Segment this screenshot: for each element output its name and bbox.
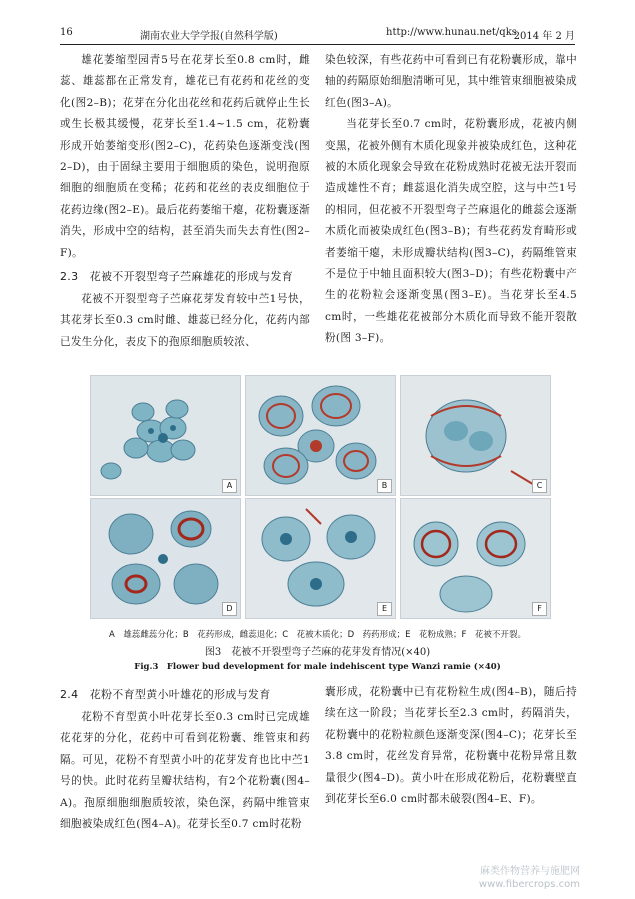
micrograph-image — [246, 376, 395, 495]
figure-caption-english: Fig.3 Flower bud development for male indehiscent type Wanzi ramie (×40) — [134, 662, 501, 672]
micrograph-image — [246, 499, 395, 618]
micrograph-panel-f — [400, 498, 551, 619]
micrograph-panel-a — [90, 375, 241, 496]
panel-label: A — [222, 479, 237, 493]
issue-date: 2014 年 2 月 — [513, 31, 575, 42]
micrograph-panel-e — [245, 498, 396, 619]
watermark-line: www.fibercrops.com — [478, 879, 580, 890]
panel-label: D — [222, 602, 237, 616]
panel-label: B — [377, 479, 392, 493]
page-header — [60, 27, 575, 41]
figure-3-micrographs — [90, 375, 550, 615]
section-heading-2-3: 2.3 花被不开裂型弯子苎麻雄花的形成与发育 — [60, 270, 294, 284]
paragraph: 染色较深，有些花药中可看到已有花粉囊形成，靠中轴的药隔原始细胞清晰可见，其中维管束细胞被染成红色(图3–A)。 — [325, 54, 577, 109]
figure-caption-chinese: 图3 花被不开裂型弯子苎麻的花芽发育情况(×40) — [204, 647, 431, 658]
right-column-bottom — [325, 682, 577, 810]
micrograph-image — [91, 499, 240, 618]
section-heading-2-4: 2.4 花粉不育型黄小叶雄花的形成与发育 — [60, 688, 271, 701]
watermark — [450, 865, 580, 891]
panel-label: E — [377, 602, 392, 616]
paragraph: 雄花萎缩型园青5号在花芽长至0.8 cm时，雌蕊、雄蕊都在正常发育，雄花已有花药和花丝的变化(图2–B)；花芽在分化出花丝和花药后就停止生长或生长极其缓慢，花芽长至1.4~1.5 cm，花粉囊形成开始萎缩变形(图2–C)，花药染色逐渐变浅(图2–D)，由于固绿主要用于细胞质的染色，说明孢原细胞的细胞质在变稀；花药和花丝的表皮细胞位于花药边缘(图2–E)。最后花药萎缩干瘪，花粉囊逐渐消失，形成中空的结构，甚至消失而失去育性(图2–F)。 — [60, 54, 310, 259]
panel-label: C — [532, 479, 547, 493]
page-number: 16 — [60, 27, 73, 38]
micrograph-image — [401, 499, 550, 618]
micrograph-image — [91, 376, 240, 495]
paragraph: 花粉不育型黄小叶花芽长至0.3 cm时已完成雄花花芽的分化，花药中可看到花粉囊、维管束和药隔。可见，花粉不育型黄小叶的花芽发育也比中苎1号的快。此时花药呈瓣状结构，有2个花粉囊(图4–A)。孢原细胞细胞质较浓，染色深，药隔中维管束细胞被染成红色(图4–A)。花芽长至0.7 cm时花粉 — [60, 711, 310, 831]
paragraph: 囊形成，花粉囊中已有花粉粒生成(图4–B)，随后持续在这一阶段；当花芽长至2.3 cm时，药隔消失，花粉囊中的花粉粒颜色逐渐变深(图4–C)；花芽长至3.8 cm时，花丝发育异常，花粉囊中花粉异常且数量很少(图4–D)。黄小叶在形成花粉后，花粉囊壁直到花芽长至6.0 cm时都未破裂(图4–E、F)。 — [325, 686, 577, 806]
left-column-bottom — [60, 682, 310, 835]
micrograph-panel-c — [400, 375, 551, 496]
header-rule — [60, 44, 575, 45]
micrograph-panel-b — [245, 375, 396, 496]
right-column-top — [325, 50, 577, 350]
micrograph-panel-d — [90, 498, 241, 619]
paragraph: 花被不开裂型弯子苎麻花芽发育较中苎1号快，其花芽长至0.3 cm时雌、雄蕊已经分化，花药内部已发生分化，表皮下的孢原细胞质较浓、 — [60, 293, 310, 348]
left-column-top — [60, 50, 310, 353]
journal-name: 湖南农业大学学报(自然科学版) — [140, 31, 278, 42]
journal-url[interactable]: http://www.hunau.net/qks — [386, 27, 517, 38]
micrograph-image — [401, 376, 550, 495]
panel-label: F — [532, 602, 547, 616]
paragraph: 当花芽长至0.7 cm时，花粉囊形成，花被内侧变黑，花被外侧有木质化现象并被染成红色，这种花被的木质化现象会导致在花粉成熟时花被无法开裂而造成雄性不育；雌蕊退化消失成空腔，这与中苎1号的相同，但花被不开裂型弯子苎麻退化的雌蕊会逐渐木质化而被染成红色(图3–B)；有些花药发育畸形或者萎缩干瘪，未形成瓣状结构(图3–C)，药隔维管束不是位于中轴且面积较大(图3–D)；有些花粉囊中产生的花粉粒会逐渐变黑(图3–E)。当花芽长至4.5 cm时，一些雄花花被部分木质化而导致不能开裂散粉(图 3–F)。 — [325, 118, 577, 345]
figure-legend: A 雄蕊雌蕊分化；B 花药形成，雌蕊退化；C 花被木质化；D 药药形成；E 花粉成熟；F 花被不开裂。 — [109, 630, 526, 640]
watermark-line: 麻类作物营养与施肥网 — [480, 866, 580, 877]
